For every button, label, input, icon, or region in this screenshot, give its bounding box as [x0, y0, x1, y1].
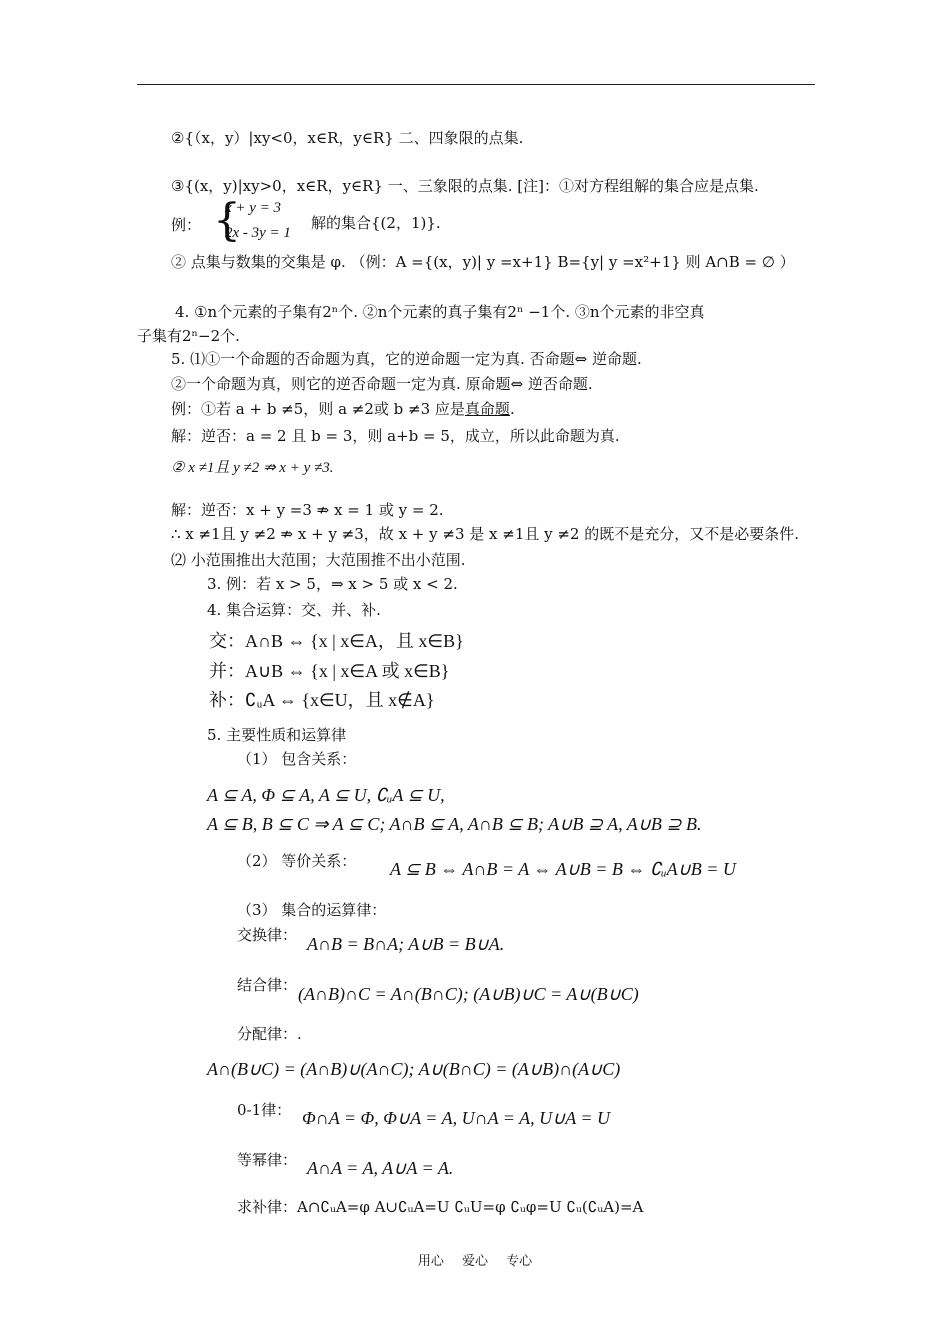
math-line: (A∩B)∩C = A∩(B∩C); (A∪B)∪C = A∪(B∪C)	[298, 984, 639, 1004]
text-line: ③{(x，y)|xy>0，x∈R，y∈R} 一、三象限的点集. [注]：①对方程组解的集合应是点集.	[171, 177, 759, 195]
text-line: 4. 集合运算：交、并、补.	[207, 601, 381, 619]
math-line: A∩A = A, A∪A = A.	[307, 1158, 454, 1178]
text-line: 3. 例：若 x > 5，⇒ x > 5 或 x < 2.	[207, 575, 458, 593]
text-line: 分配律：.	[237, 1025, 302, 1043]
text-line: 等幂律：	[237, 1151, 298, 1169]
text-line: ∴ x ≠1且 y ≠2 ⇏ x + y ≠3，故 x + y ≠3 是 x ≠1且 y ≠2 的既不是充分，又不是必要条件.	[171, 525, 800, 543]
math-line: A ⊆ A, Φ ⊆ A, A ⊆ U, ∁ᵤA ⊆ U,	[207, 785, 445, 805]
complement-def: 补：∁ᵤA ⇔ {x∈U，且 x∉A}	[209, 690, 435, 710]
text-line: 5. 主要性质和运算律	[207, 726, 347, 744]
text-line: 求补律：A∩∁ᵤA=φ A∪∁ᵤA=U ∁ᵤU=φ ∁ᵤφ=U ∁ᵤ(∁ᵤA)=A	[237, 1198, 644, 1216]
period: .	[509, 400, 515, 418]
text-line: （2） 等价关系：	[237, 852, 357, 870]
text-line: ② x ≠1且 y ≠2 ⇏ x + y ≠3.	[171, 460, 334, 476]
math-line: Φ∩A = Φ, Φ∪A = A, U∩A = A, U∪A = U	[302, 1108, 611, 1128]
text-line: 5. ⑴①一个命题的否命题为真，它的逆命题一定为真. 否命题⇔ 逆命题.	[171, 350, 642, 368]
header-rule	[137, 84, 815, 85]
example-label: 例：	[171, 216, 202, 234]
example-text: 例：①若 a + b ≠5，则 a ≠2或 b ≠3 应是	[171, 400, 465, 418]
text-line: 解：逆否：x + y =3 ⇏ x = 1 或 y = 2.	[171, 501, 444, 519]
text-line: ②{（x，y）|xy<0，x∈R，y∈R} 二、四象限的点集.	[171, 129, 524, 147]
equation-row: 2x - 3y = 1	[225, 225, 291, 241]
union-def: 并：A∪B ⇔ {x | x∈A 或 x∈B}	[209, 661, 450, 681]
text-line	[171, 399, 515, 419]
intersection-def: 交：A∩B ⇔ {x | x∈A，且 x∈B}	[209, 631, 464, 651]
underlined-term: 真命题	[464, 400, 510, 418]
text-line: ② 点集与数集的交集是 φ. （例：A ={(x，y)| y =x+1} B={y| y =x²+1} 则 A∩B = ∅ ）	[171, 253, 795, 271]
equation-row: x + y = 3	[225, 200, 282, 216]
math-line: A ⊆ B, B ⊆ C ⇒ A ⊆ C; A∩B ⊆ A, A∩B ⊆ B; A∪B ⊇ A, A∪B ⊇ B.	[207, 814, 702, 834]
text-line: 解：逆否：a = 2 且 b = 3，则 a+b = 5，成立，所以此命题为真.	[171, 427, 620, 445]
math-line: A∩(B∪C) = (A∩B)∪(A∩C); A∪(B∩C) = (A∪B)∩(A∪C)	[207, 1059, 621, 1079]
text-line: （1） 包含关系：	[237, 750, 357, 768]
text-line: 子集有2ⁿ−2个.	[137, 327, 240, 345]
text-line: 结合律：	[237, 976, 298, 994]
text-line: （3） 集合的运算律：	[237, 901, 387, 919]
left-brace: {	[213, 195, 241, 246]
text-line: 0-1律：	[237, 1101, 292, 1119]
text-line: 4. ①n个元素的子集有2ⁿ个. ②n个元素的真子集有2ⁿ −1个. ③n个元素的非空真	[175, 303, 705, 321]
text-line: 交换律：	[237, 926, 298, 944]
math-line: A ⊆ B ⇔ A∩B = A ⇔ A∪B = B ⇔ ∁ᵤA∪B = U	[390, 859, 736, 879]
page-footer: 用心 爱心 专心	[417, 1254, 533, 1269]
math-line: A∩B = B∩A; A∪B = B∪A.	[307, 934, 505, 954]
text-line: ⑵ 小范围推出大范围；大范围推不出小范围.	[171, 551, 466, 569]
text-line: 解的集合{(2，1)}.	[311, 214, 441, 232]
text-line: ②一个命题为真，则它的逆否命题一定为真. 原命题⇔ 逆否命题.	[171, 375, 593, 393]
